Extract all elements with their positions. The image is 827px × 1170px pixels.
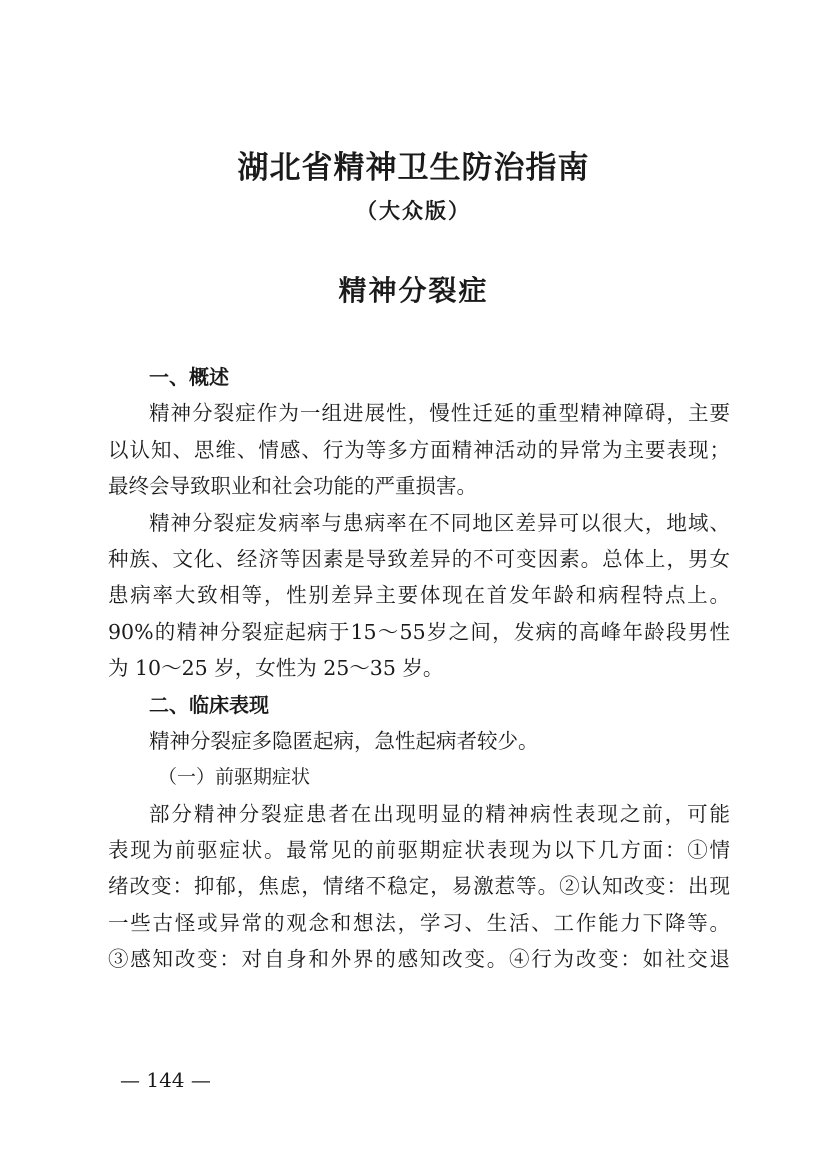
paragraph-line: 最终会导致职业和社会功能的严重损害。 [108, 474, 477, 499]
paragraph-line: 精神分裂症多隐匿起病，急性起病者较少。 [149, 728, 539, 753]
document-subtitle: （大众版） [356, 199, 471, 223]
subsection-heading-prodromal: （一）前驱期症状 [158, 766, 311, 789]
paragraph-line: 部分精神分裂症患者在出现明显的精神病性表现之前，可能 [149, 801, 730, 826]
paragraph-line: 患病率大致相等，性别差异主要体现在首发年龄和病程特点上。 [108, 583, 730, 608]
page-number: — 144 — [120, 1068, 211, 1092]
paragraph-line: 90%的精神分裂症起病于15～55岁之间，发病的高峰年龄段男性 [108, 619, 730, 644]
paragraph-line: 绪改变：抑郁，焦虑，情绪不稳定，易激惹等。②认知改变：出现 [108, 874, 730, 899]
paragraph-line: 为 10～25 岁，女性为 25～35 岁。 [108, 656, 444, 681]
chapter-title: 精神分裂症 [338, 274, 489, 307]
paragraph-line: 种族、文化、经济等因素是导致差异的不可变因素。总体上，男女 [108, 546, 730, 571]
paragraph-line: 一些古怪或异常的观念和想法，学习、生活、工作能力下降等。 [108, 910, 730, 935]
paragraph-line: 精神分裂症发病率与患病率在不同地区差异可以很大，地域、 [149, 510, 730, 535]
document-title: 湖北省精神卫生防治指南 [237, 150, 590, 186]
body-text [108, 359, 730, 978]
paragraph-line: 精神分裂症作为一组进展性，慢性迁延的重型精神障碍，主要 [149, 401, 730, 426]
section-heading-overview: 一、概述 [149, 365, 229, 389]
section-heading-clinical: 二、临床表现 [149, 692, 269, 717]
paragraph-line: ③感知改变：对自身和外界的感知改变。④行为改变：如社交退 [108, 947, 730, 972]
paragraph-line: 表现为前驱症状。最常见的前驱期症状表现为以下几方面：①情 [108, 838, 730, 863]
paragraph-line: 以认知、思维、情感、行为等多方面精神活动的异常为主要表现； [108, 437, 730, 462]
